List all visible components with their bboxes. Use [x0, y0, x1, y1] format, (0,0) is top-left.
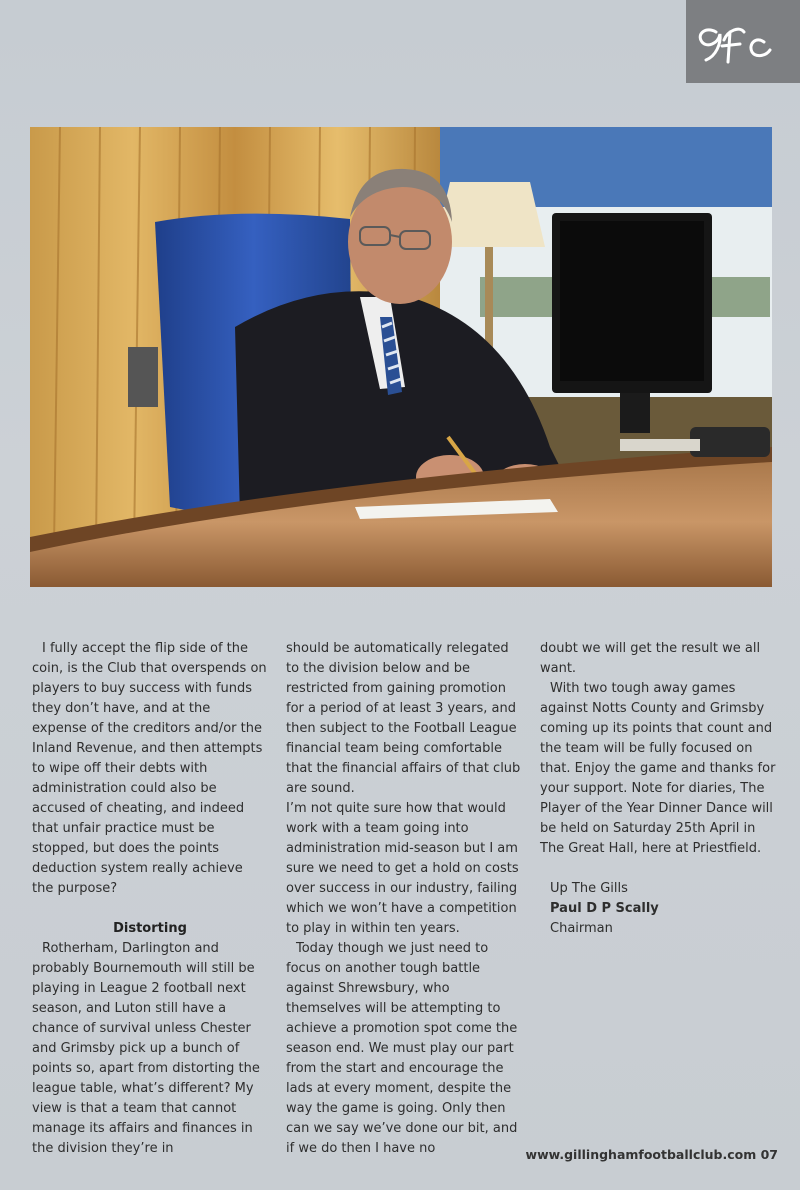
- signature-block: [540, 879, 776, 939]
- paragraph: I fully accept the flip side of the coin, is the Club that overspends on players to buy success with funds they don’t have, and at the expense of the creditors and/or the Inland Revenue, and then attempts to wipe off their debts with administration could also be accused of cheating, and indeed that unfair practice must be stopped, but does the points deduction system really achieve the purpose?: [32, 641, 267, 896]
- paragraph: should be automatically relegated to the division below and be restricted from gaining promotion for a period of at least 3 years, and then subject to the Football League financial team being comfortable that the financial affairs of that club are sound.: [286, 641, 521, 796]
- paragraph: Today though we just need to focus on another tough battle against Shrewsbury, who themselves will be attempting to achieve a promotion spot come the season end. We must play our part from the start and encourage the lads at every moment, despite the way the game is going. Only then can we say we’ve done our bit, and if we do then I have no: [286, 941, 518, 1156]
- article-column-3: [540, 639, 776, 939]
- article-column-2: [286, 639, 522, 1159]
- author-title: Chairman: [550, 921, 613, 936]
- footer-url-page-number: www.gillinghamfootballclub.com 07: [525, 1147, 778, 1162]
- paragraph: I’m not quite sure how that would work with a team going into administration mid-season but I am sure we need to get a hold on costs over success in our industry, failing which we won’t have a competition to play in within ten years.: [286, 801, 519, 936]
- paragraph: doubt we will get the result we all want.: [540, 641, 761, 676]
- paragraph: With two tough away games against Notts County and Grimsby coming up its points that count and the team will be fully focused on that. Enjoy the game and thanks for your support. Note for diaries, The Player of the Year Dinner Dance will be held on Saturday 25th April in The Great Hall, here at Priestfield.: [540, 681, 776, 856]
- paragraph: Rotherham, Darlington and probably Bournemouth will still be playing in League 2 football next season, and Luton still have a chance of survival unless Chester and Grimsby pick up a bunch of points so, apart from distorting the league table, what’s different? My view is that a team that cannot manage its affairs and finances in the division they’re in: [32, 941, 260, 1156]
- chairman-photo: [30, 127, 772, 587]
- club-logo: [686, 0, 800, 83]
- gfc-logo-icon: [694, 18, 792, 70]
- author-name: Paul D P Scally: [550, 901, 659, 916]
- subheading: Distorting: [113, 921, 187, 936]
- sign-off-line: Up The Gills: [550, 881, 628, 896]
- article-column-1: [32, 639, 268, 1159]
